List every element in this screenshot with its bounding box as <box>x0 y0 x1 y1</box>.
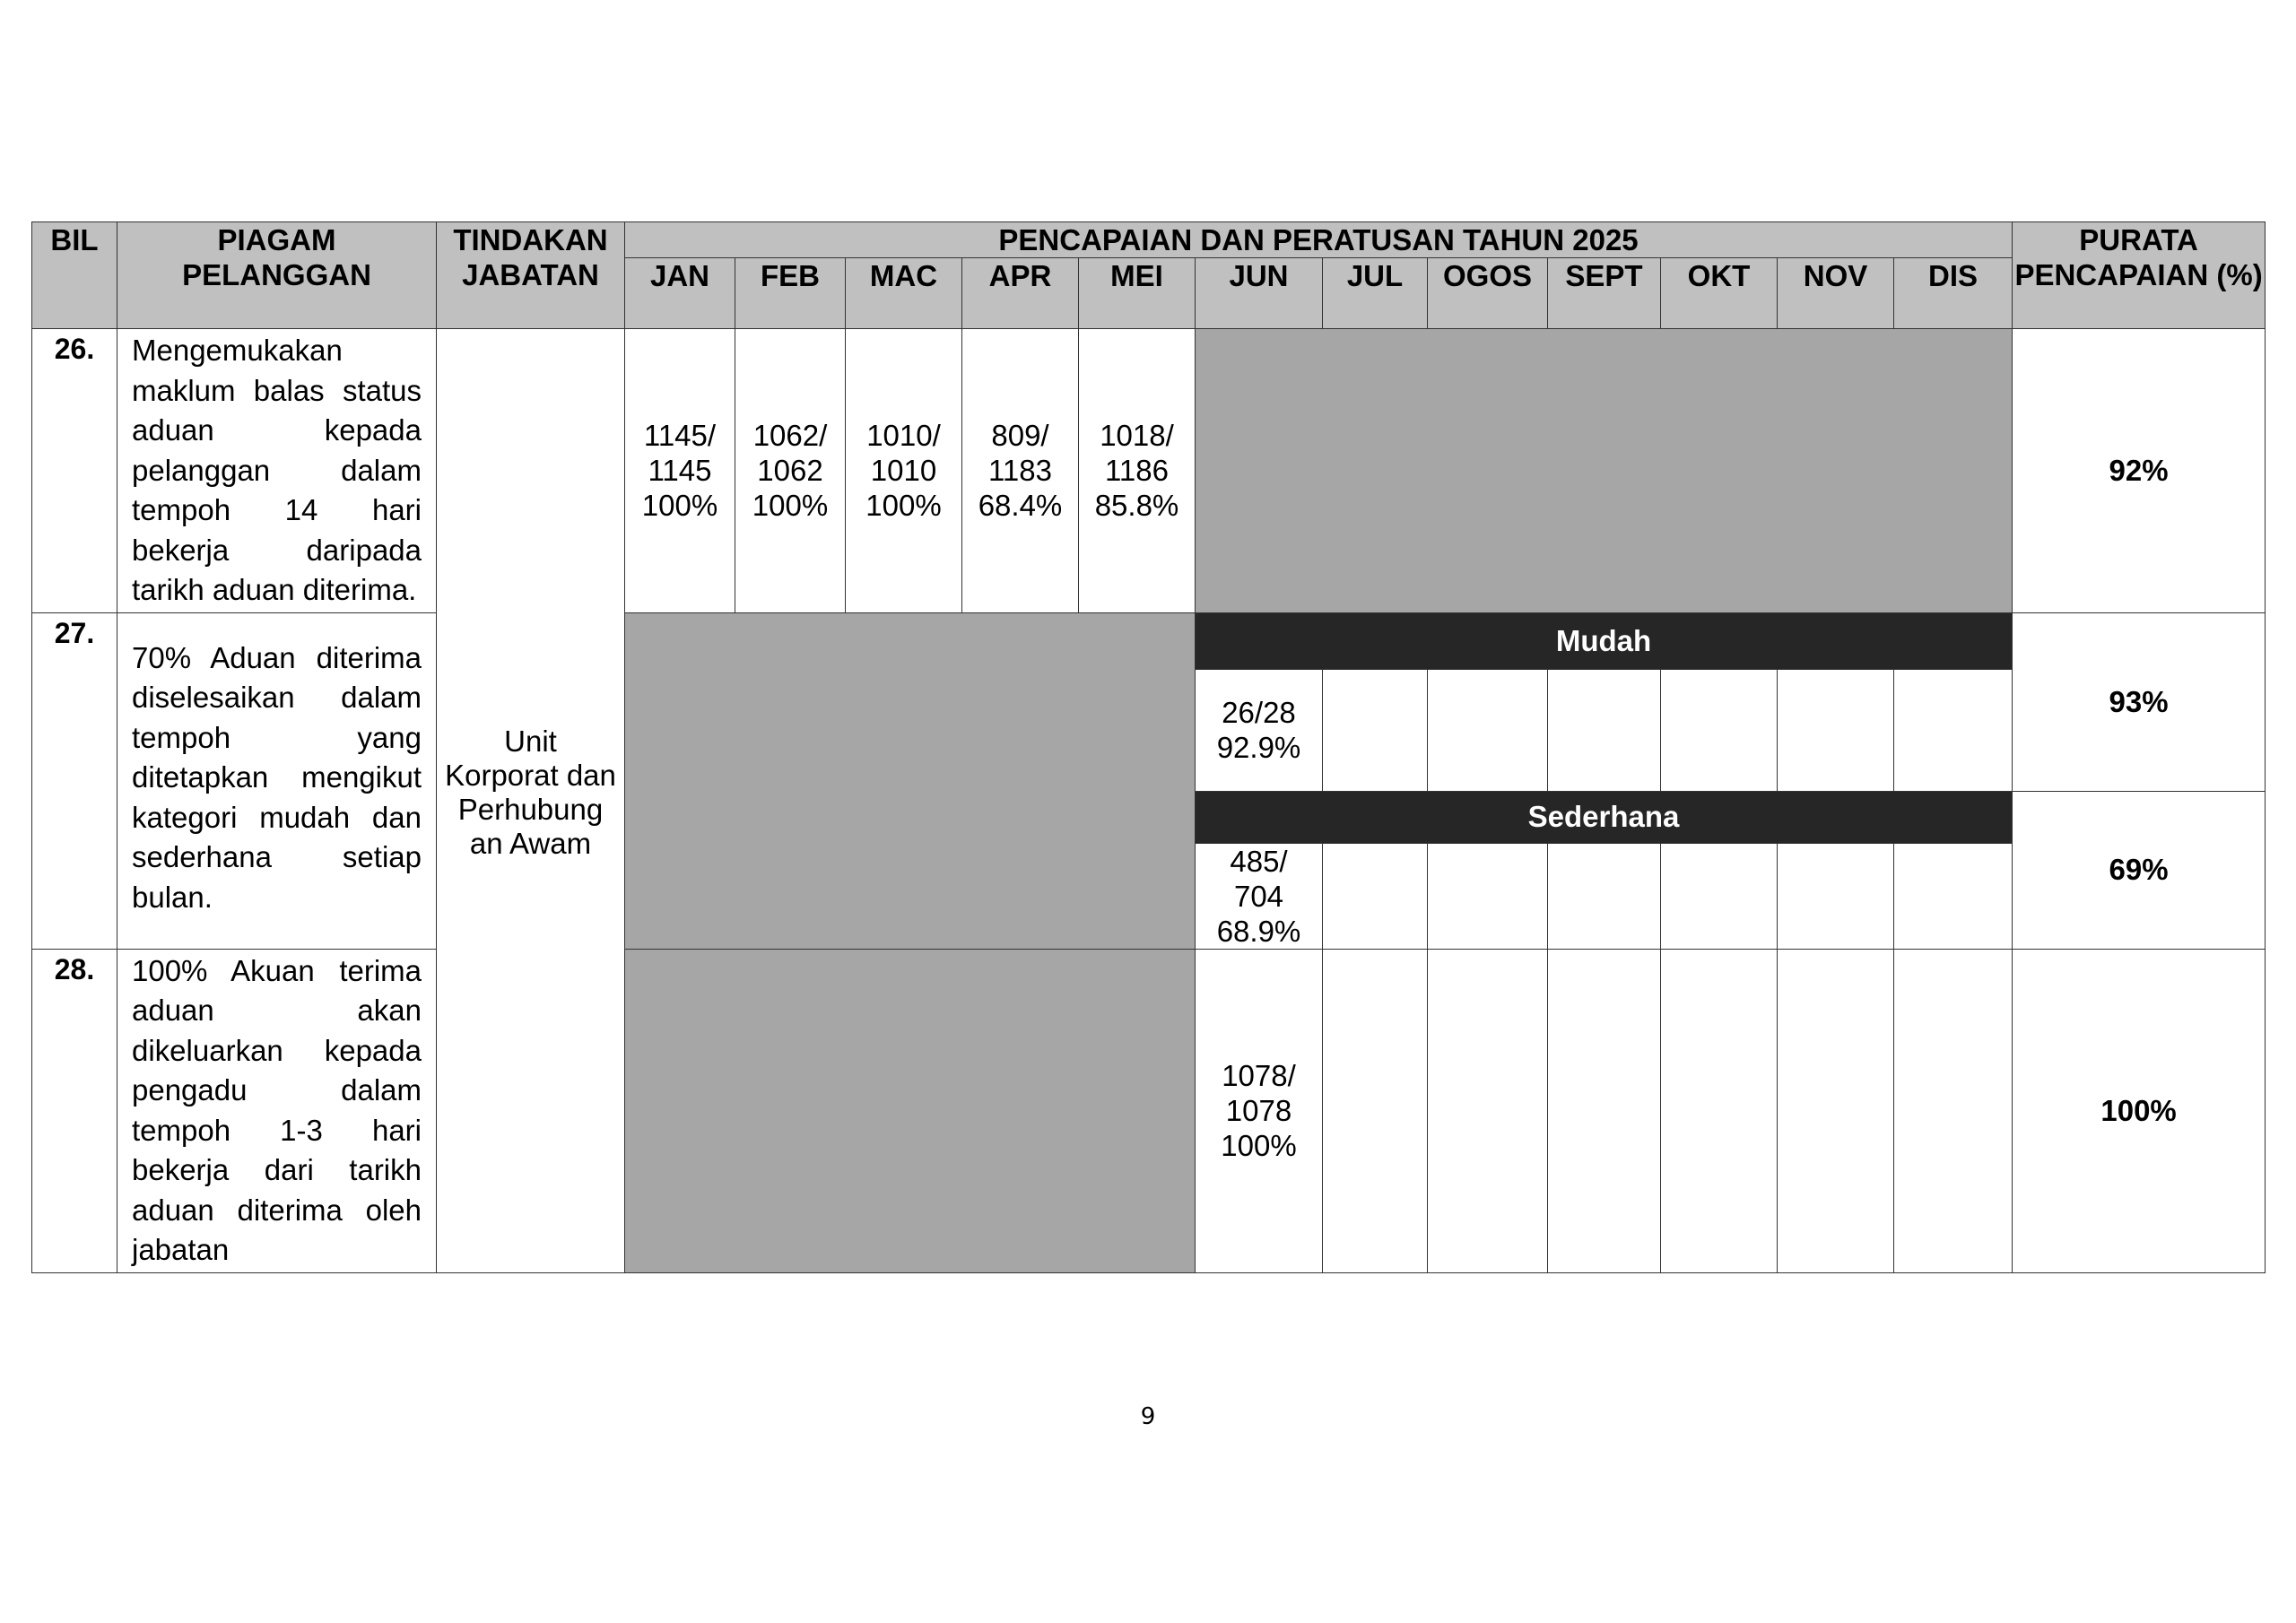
header-month-okt: OKT <box>1661 258 1778 329</box>
table-row-26 <box>32 329 2266 613</box>
empty-cell-ogos <box>1428 843 1548 949</box>
piagam-line: 70% Aduan diterima <box>132 640 422 674</box>
empty-cell-dis <box>1894 949 2013 1272</box>
empty-cell-okt <box>1661 843 1778 949</box>
value-pct: 100% <box>865 489 942 523</box>
empty-cell-dis <box>1894 843 2013 949</box>
value-den: 1062 <box>757 454 823 488</box>
piagam-line: tempoh 1-3 hari <box>132 1113 422 1147</box>
value-cell-feb <box>735 329 846 613</box>
piagam-line: Mengemukakan <box>132 334 343 367</box>
value-num: 1062/ <box>752 419 828 453</box>
value-num: 26/28 <box>1222 696 1296 729</box>
table-row-27 <box>32 612 2266 669</box>
piagam-line: aduan diterima oleh <box>132 1193 422 1227</box>
header-pencapaian: PENCAPAIAN DAN PERATUSAN TAHUN 2025 <box>625 222 2013 258</box>
piagam-line: pengadu dalam <box>132 1073 422 1107</box>
header-piagam-pelanggan: PIAGAM PELANGGAN <box>117 222 437 329</box>
empty-cell-ogos <box>1428 669 1548 791</box>
empty-cell-okt <box>1661 949 1778 1272</box>
header-month-dis: DIS <box>1894 258 2013 329</box>
value-num: 1018/ <box>1100 419 1174 453</box>
piagam-line: tempoh yang <box>132 720 422 754</box>
header-month-mei: MEI <box>1079 258 1196 329</box>
empty-cell-nov <box>1778 949 1894 1272</box>
value-num: 1145/ <box>643 419 717 453</box>
value-den: 1145 <box>648 454 712 488</box>
value-cell-mei <box>1079 329 1196 613</box>
piagam-cell <box>117 329 437 613</box>
empty-cell-sept <box>1548 949 1661 1272</box>
empty-cell-ogos <box>1428 949 1548 1272</box>
empty-cell-nov <box>1778 669 1894 791</box>
piagam-line: tarikh aduan diterima. <box>132 573 417 606</box>
piagam-line: aduan akan <box>132 994 422 1027</box>
piagam-line: jabatan <box>132 1233 230 1266</box>
shaded-empty-cell <box>625 949 1196 1272</box>
value-cell-mac <box>846 329 962 613</box>
header-month-sept: SEPT <box>1548 258 1661 329</box>
value-den: 1186 <box>1105 454 1169 488</box>
header-month-apr: APR <box>962 258 1079 329</box>
header-tindakan-jabatan: TINDAKAN JABATAN <box>437 222 625 329</box>
piagam-line: 100% Akuan terima <box>132 953 422 987</box>
value-pct: 92.9% <box>1216 731 1301 764</box>
header-month-ogos: OGOS <box>1428 258 1548 329</box>
shaded-empty-cell <box>1196 329 2013 613</box>
empty-cell-jul <box>1323 949 1428 1272</box>
empty-cell-okt <box>1661 669 1778 791</box>
value-den: 1010 <box>870 454 937 488</box>
piagam-line: aduan kepada <box>132 413 422 447</box>
shaded-empty-cell <box>625 612 1196 949</box>
empty-cell-nov <box>1778 843 1894 949</box>
piagam-line: diselesaikan dalam <box>132 681 422 714</box>
header-month-feb: FEB <box>735 258 846 329</box>
purata-sederhana-cell: 69% <box>2013 791 2266 949</box>
table-row-28 <box>32 949 2266 1272</box>
piagam-line: pelanggan dalam <box>132 453 422 487</box>
piagam-cell <box>117 612 437 949</box>
piagam-line: kategori mudah dan <box>132 800 422 834</box>
empty-cell-jul <box>1323 843 1428 949</box>
tindakan-jabatan-text: Unit Korporat dan Perhubung an Awam <box>445 724 616 860</box>
empty-cell-dis <box>1894 669 2013 791</box>
value-pct: 100% <box>641 489 718 523</box>
empty-cell-sept <box>1548 843 1661 949</box>
value-pct: 68.9% <box>1216 914 1301 948</box>
value-den: 1183 <box>988 454 1052 488</box>
purata-cell: 92% <box>2013 329 2266 613</box>
piagam-cell <box>117 949 437 1272</box>
bil-cell: 26. <box>32 329 117 613</box>
value-den: 1078 <box>1225 1094 1292 1127</box>
purata-cell: 100% <box>2013 949 2266 1272</box>
category-mudah-label: Mudah <box>1196 612 2013 669</box>
piagam-line: bekerja dari tarikh <box>132 1153 422 1186</box>
piagam-line: tempoh 14 hari <box>132 493 422 526</box>
value-pct: 85.8% <box>1094 489 1179 523</box>
value-cell-jun <box>1196 949 1323 1272</box>
bil-cell: 27. <box>32 612 117 949</box>
empty-cell-sept <box>1548 669 1661 791</box>
bil-cell: 28. <box>32 949 117 1272</box>
pencapaian-table <box>31 221 2266 1273</box>
purata-mudah-cell: 93% <box>2013 612 2266 791</box>
header-month-jan: JAN <box>625 258 735 329</box>
page-number: 9 <box>1140 1403 1156 1430</box>
piagam-line: bekerja daripada <box>132 533 422 567</box>
value-num: 809/ <box>991 419 1049 453</box>
value-pct: 100% <box>752 489 829 523</box>
header-month-jun: JUN <box>1196 258 1323 329</box>
piagam-line: ditetapkan mengikut <box>132 760 422 794</box>
piagam-line: sederhana setiap <box>132 840 422 873</box>
value-num: 485/ <box>1230 844 1288 878</box>
tindakan-jabatan-cell <box>437 329 625 1273</box>
value-num: 1078/ <box>1222 1059 1296 1092</box>
header-bil: BIL <box>32 222 117 329</box>
value-den: 704 <box>1233 879 1284 913</box>
header-month-nov: NOV <box>1778 258 1894 329</box>
piagam-line: bulan. <box>132 880 213 914</box>
value-pct: 68.4% <box>978 489 1063 523</box>
piagam-line: dikeluarkan kepada <box>132 1033 422 1067</box>
header-month-mac: MAC <box>846 258 962 329</box>
header-month-jul: JUL <box>1323 258 1428 329</box>
value-cell-apr <box>962 329 1079 613</box>
value-num: 1010/ <box>866 419 941 453</box>
value-pct: 100% <box>1221 1129 1297 1162</box>
category-sederhana-label: Sederhana <box>1196 791 2013 843</box>
header-purata-pencapaian: PURATA PENCAPAIAN (%) <box>2013 222 2266 329</box>
sederhana-value-jun <box>1196 843 1323 949</box>
mudah-value-jun <box>1196 669 1323 791</box>
piagam-line: maklum balas status <box>132 373 422 407</box>
value-cell-jan <box>625 329 735 613</box>
empty-cell-jul <box>1323 669 1428 791</box>
